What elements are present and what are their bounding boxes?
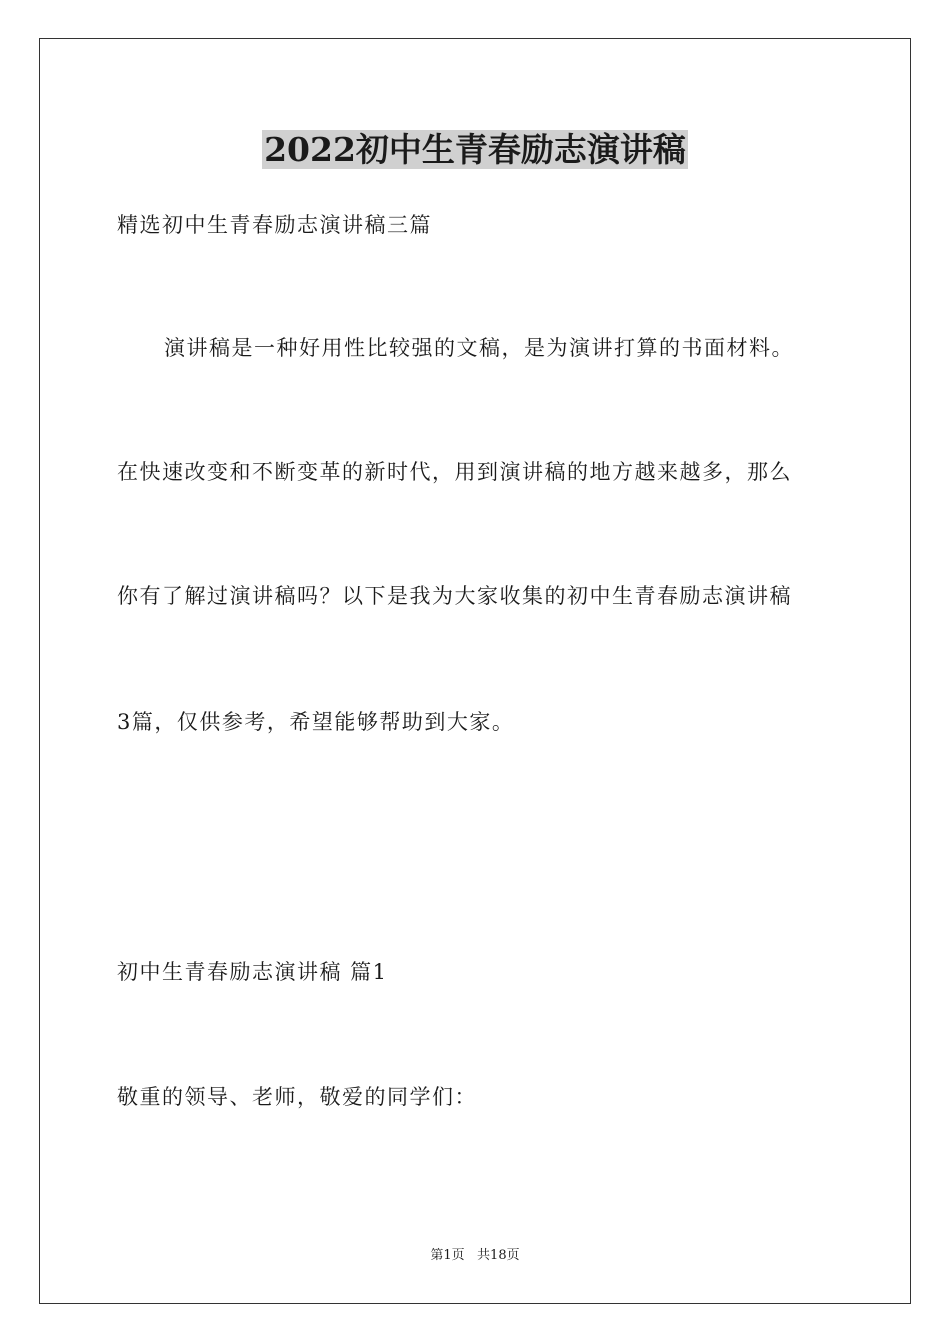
paragraph-line-1: 演讲稿是一种好用性比较强的文稿，是为演讲打算的书面材料。 [164,336,794,360]
page-number-footer: 第1页 共18页 [430,1248,520,1263]
document-title-text: 2022初中生青春励志演讲稿 [264,130,686,169]
document-subtitle: 精选初中生青春励志演讲稿三篇 [117,213,432,237]
salutation: 敬重的领导、老师，敬爱的同学们： [117,1085,477,1109]
paragraph-line-4: 3篇，仅供参考，希望能够帮助到大家。 [117,710,515,734]
paragraph-line-2: 在快速改变和不断变革的新时代，用到演讲稿的地方越来越多，那么 [117,460,792,484]
paragraph-line-3: 你有了解过演讲稿吗？以下是我为大家收集的初中生青春励志演讲稿 [117,584,792,608]
document-title [0,128,950,172]
section-heading: 初中生青春励志演讲稿 篇1 [117,960,388,984]
